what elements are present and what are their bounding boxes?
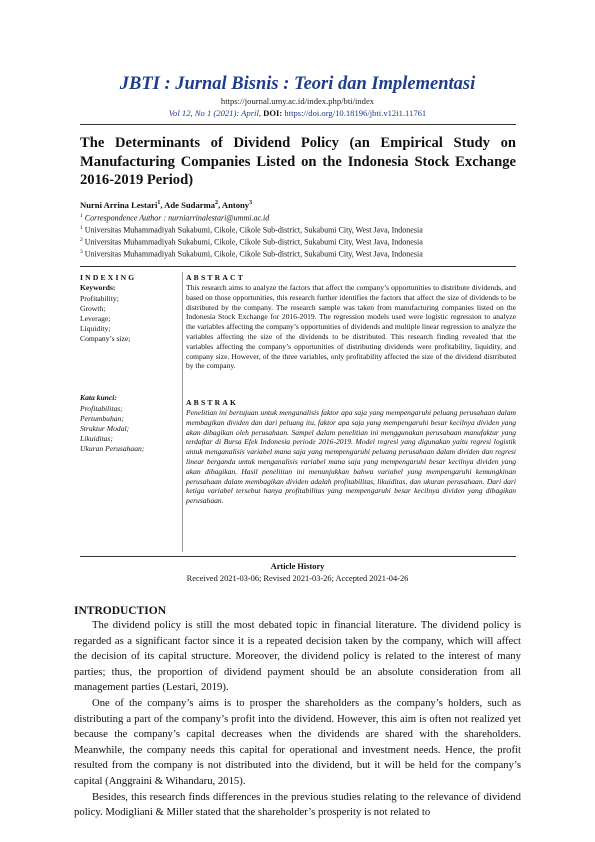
affiliation-sup: 2 — [80, 237, 83, 243]
abstract-heading: ABSTRACT — [186, 273, 245, 282]
author-sep: , — [218, 200, 222, 210]
affiliation-text: Universitas Muhammadiyah Sukabumi, Cikole, Cikole Sub-district, Sukabumi City, West Java, Indonesia — [84, 225, 423, 235]
journal-volume-doi — [0, 108, 595, 118]
kata-kunci: Likuiditas; — [80, 434, 113, 443]
introduction-body — [74, 618, 521, 821]
correspondence-sup: 1 — [80, 213, 83, 219]
journal-url[interactable]: https://journal.umy.ac.id/index.php/bti/index — [220, 96, 375, 106]
doi-label: DOI: — [263, 108, 283, 118]
kata-kunci: Profitabilitas; — [80, 404, 123, 413]
author-name: Ade Sudarma — [164, 200, 216, 210]
kata-kunci-label: Kata kunci: — [80, 393, 117, 402]
paragraph: Besides, this research finds differences in the previous studies relating to the relevance of dividend policy. Modigliani & Miller stated that the shareholder’s prosperity is not related to — [74, 790, 521, 819]
doi-link[interactable]: https://doi.org/10.18196/jbti.v12i1.11761 — [284, 108, 427, 118]
journal-volume: Vol 12, No 1 (2021): April, — [168, 108, 261, 118]
article-history-title: Article History — [270, 562, 325, 571]
paragraph: One of the company’s aims is to prosper the shareholders as the company’s holders, such as distributing a part of the company’s profit into the dividend. However, this aim is often not realized yet because the company’s capital decreases when the dividends are shared with the shareholders. Meanwhile, the company needs this capital for operational and investment needs. Hence, the profit resulted from the company is not distributed into the dividend, but it will be held for the company’s capital (Anggraini & Wihandaru, 2015). — [74, 696, 521, 787]
author-sep: , — [160, 200, 165, 210]
affiliation-3 — [80, 249, 516, 259]
paper-title: The Determinants of Dividend Policy (an Empirical Study on Manufacturing Companies Listed on the Indonesia Stock Exchange 2016-2019 Period) — [80, 135, 516, 188]
author-sup: 1 — [157, 200, 161, 207]
affiliation-1 — [80, 225, 516, 235]
keyword: Company’s size; — [80, 334, 131, 343]
journal-title: JBTI : Jurnal Bisnis : Teori dan Implementasi — [119, 74, 476, 94]
header-rule — [80, 124, 516, 125]
column-divider — [182, 272, 183, 552]
kata-kunci: Struktur Modal; — [80, 424, 130, 433]
author-name: Antony — [221, 200, 250, 210]
keywords-list — [80, 294, 175, 344]
abstrak-text: Penelitian ini bertujuan untuk menganalisis faktor apa saja yang mempengaruhi peluang perusahaan dalam membagikan dividen dan dari peluang itu, faktor apa saja yang mempengaruhi besar kecilnya dividen yang akan dibagikan oleh perusahaan. Sampel dalam penelitian ini menggunakan perusahaan manufaktur yang terdaftar di Bursa Efek Indonesia periode 2016-2019. Model regresi yang digunakan yaitu regresi logistik untuk menganalisis variabel mana saja yang mempengaruhi peluang perusahaan dalam dividen dan regresi linear berganda untuk menganalisis variabel mana saja yang mempengaruhi besar kecilnya dividen yang akan dibagikan. Hasil penelitian ini menunjukkan bahwa variabel yang mempengaruhi kemungkinan perusahaan dalam membagikan dividen adalah profitabilitas, likuiditas, dan ukuran perusahaan. Dari dari ketiga variabel tersebut hanya profitabilitas yang mempengaruhi besar kecilnya dividen yang dibagikan perusahaan. — [186, 408, 516, 506]
abstract-bottom-rule — [80, 556, 516, 557]
kata-kunci: Pertumbuhan; — [80, 414, 124, 423]
paragraph: The dividend policy is still the most debated topic in financial literature. The dividend policy is regarded as a significant factor since it is a repeated decision taken by the company, which will affect the decision of its capital structure. Moreover, the dividend policy is related to the interest of many parties; thus, the proportion of dividend payment should be an absolute consideration from all management parties (Lestari, 2019). — [74, 619, 521, 694]
keyword: Leverage; — [80, 314, 111, 323]
correspondence-text[interactable]: Correspondence Author : nurniarrinalestari@ummi.ac.id — [84, 213, 270, 223]
correspondence-line — [80, 213, 516, 223]
abstrak-heading: ABSTRAK — [186, 398, 239, 407]
introduction-heading: INTRODUCTION — [74, 605, 167, 617]
author-sup: 3 — [249, 200, 253, 207]
author-name: Nurni Arrina Lestari — [80, 200, 158, 210]
keywords-label: Keywords: — [80, 283, 116, 292]
abstract-top-rule — [80, 266, 516, 267]
article-history-dates: Received 2021-03-06; Revised 2021-03-26; Accepted 2021-04-26 — [186, 574, 409, 583]
affiliation-sup: 3 — [80, 249, 83, 255]
affiliation-2 — [80, 237, 516, 247]
kata-kunci-list — [80, 404, 175, 454]
author-list — [80, 200, 516, 210]
keyword: Growth; — [80, 304, 106, 313]
abstract-text: This research aims to analyze the factors that affect the company’s opportunities to distribute dividends, and based on those opportunities, this research further identifies the factors that affect the size of dividends to be distributed by the company. The research sample was taken from manufacturing companies listed on the Indonesia Stock Exchange for 2016-2019. The regression models used were logistic regression to analyze the variables affecting the company’s opportunities of dividends and multiple linear regression to analyze the variables affecting the size of the dividends to be distributed. This research finding revealed that the variables affecting the company’s opportunities of distributing dividends were profitability, liquidity, and company size. However, of the three variables, only profitability affected the size of the dividend distributed by the company. — [186, 283, 516, 371]
indexing-heading: INDEXING — [80, 273, 137, 282]
author-sup: 2 — [215, 200, 219, 207]
affiliation-text: Universitas Muhammadiyah Sukabumi, Cikole, Cikole Sub-district, Sukabumi City, West Java, Indonesia — [84, 249, 423, 259]
affiliation-text: Universitas Muhammadiyah Sukabumi, Cikole, Cikole Sub-district, Sukabumi City, West Java, Indonesia — [84, 237, 423, 247]
keyword: Profitability; — [80, 294, 119, 303]
affiliation-sup: 1 — [80, 225, 83, 231]
kata-kunci: Ukuran Perusahaan; — [80, 444, 145, 453]
keyword: Liquidity; — [80, 324, 111, 333]
